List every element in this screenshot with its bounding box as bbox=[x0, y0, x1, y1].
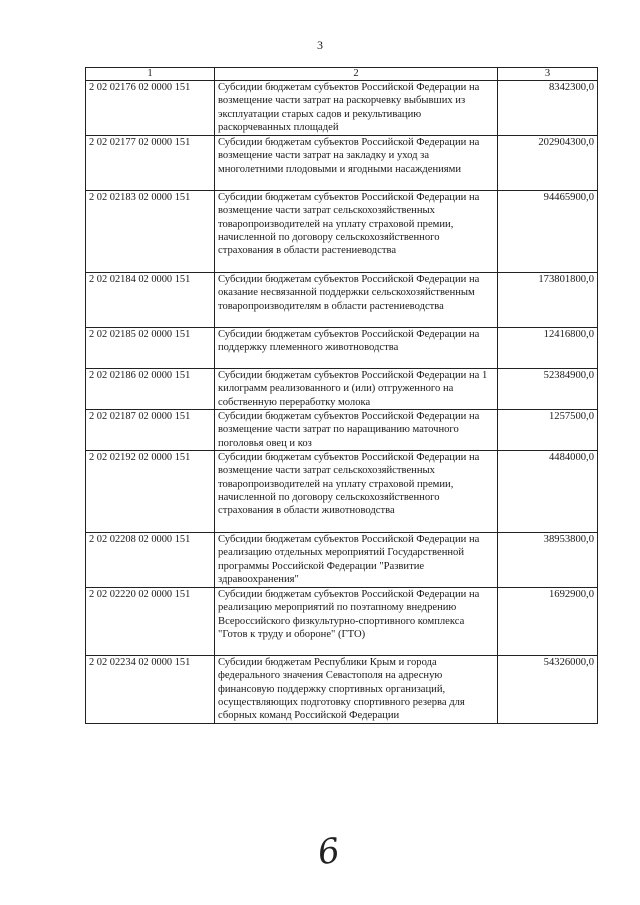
row-description: Субсидии бюджетам субъектов Российской Федерации на реализацию отдельных мероприятий Государственной программы Российской Федерации "Развитие здравоохранения" bbox=[215, 533, 498, 588]
row-amount: 1257500,0 bbox=[498, 410, 598, 451]
row-code: 2 02 02184 02 0000 151 bbox=[86, 273, 215, 328]
row-code: 2 02 02186 02 0000 151 bbox=[86, 369, 215, 410]
row-amount: 52384900,0 bbox=[498, 369, 598, 410]
row-amount: 54326000,0 bbox=[498, 656, 598, 724]
budget-revenue-table bbox=[85, 67, 598, 724]
row-description: Субсидии бюджетам субъектов Российской Федерации на возмещение части затрат сельскохозяйственных товаропроизводителей на уплату страховой премии, начисленной по договору сельскохозяйственного страхования в области животноводства bbox=[215, 451, 498, 533]
row-code: 2 02 02187 02 0000 151 bbox=[86, 410, 215, 451]
row-code: 2 02 02183 02 0000 151 bbox=[86, 191, 215, 273]
row-description: Субсидии бюджетам субъектов Российской Федерации на реализацию мероприятий по поэтапному внедрению Всероссийского физкультурно-спортивного комплекса "Готов к труду и обороне" (ГТО) bbox=[215, 588, 498, 656]
table-row bbox=[86, 656, 598, 724]
table-row bbox=[86, 81, 598, 136]
row-description: Субсидии бюджетам субъектов Российской Федерации на возмещение части затрат на раскорчевку выбывших из эксплуатации старых садов и рекультивацию раскорчеванных площадей bbox=[215, 81, 498, 136]
row-code: 2 02 02220 02 0000 151 bbox=[86, 588, 215, 656]
row-amount: 12416800,0 bbox=[498, 328, 598, 369]
table-header-row bbox=[86, 68, 598, 81]
row-amount: 38953800,0 bbox=[498, 533, 598, 588]
row-description: Субсидии бюджетам субъектов Российской Федерации на возмещение части затрат по наращиванию маточного поголовья овец и коз bbox=[215, 410, 498, 451]
row-description: Субсидии бюджетам субъектов Российской Федерации на возмещение части затрат на закладку и уход за многолетними плодовыми и ягодными насаждениями bbox=[215, 136, 498, 191]
row-description: Субсидии бюджетам субъектов Российской Федерации на оказание несвязанной поддержки сельскохозяйственным товаропроизводителям в области растениеводства bbox=[215, 273, 498, 328]
row-code: 2 02 02192 02 0000 151 bbox=[86, 451, 215, 533]
row-amount: 202904300,0 bbox=[498, 136, 598, 191]
row-code: 2 02 02185 02 0000 151 bbox=[86, 328, 215, 369]
column-header-amount: 3 bbox=[498, 68, 598, 81]
table-row bbox=[86, 410, 598, 451]
table-row bbox=[86, 328, 598, 369]
table-row bbox=[86, 533, 598, 588]
row-code: 2 02 02234 02 0000 151 bbox=[86, 656, 215, 724]
row-code: 2 02 02176 02 0000 151 bbox=[86, 81, 215, 136]
page-number: 3 bbox=[317, 38, 323, 52]
row-amount: 4484000,0 bbox=[498, 451, 598, 533]
table-row bbox=[86, 451, 598, 533]
row-description: Субсидии бюджетам субъектов Российской Федерации на 1 килограмм реализованного и (или) отгруженного на собственную переработку молока bbox=[215, 369, 498, 410]
row-amount: 173801800,0 bbox=[498, 273, 598, 328]
row-code: 2 02 02177 02 0000 151 bbox=[86, 136, 215, 191]
column-header-description: 2 bbox=[215, 68, 498, 81]
row-amount: 1692900,0 bbox=[498, 588, 598, 656]
row-amount: 8342300,0 bbox=[498, 81, 598, 136]
table-row bbox=[86, 369, 598, 410]
column-header-code: 1 bbox=[86, 68, 215, 81]
table-row bbox=[86, 588, 598, 656]
row-code: 2 02 02208 02 0000 151 bbox=[86, 533, 215, 588]
row-description: Субсидии бюджетам субъектов Российской Федерации на возмещение части затрат сельскохозяйственных товаропроизводителей на уплату страховой премии, начисленной по договору сельскохозяйственного страхования в области растениеводства bbox=[215, 191, 498, 273]
row-amount: 94465900,0 bbox=[498, 191, 598, 273]
table-row bbox=[86, 136, 598, 191]
table-row bbox=[86, 191, 598, 273]
handwritten-page-mark: 6 bbox=[315, 830, 343, 874]
row-description: Субсидии бюджетам Республики Крым и города федерального значения Севастополя на адресную финансовую поддержку спортивных организаций, осуществляющих подготовку спортивного резерва для сборных команд Российской Федерации bbox=[215, 656, 498, 724]
table-row bbox=[86, 273, 598, 328]
row-description: Субсидии бюджетам субъектов Российской Федерации на поддержку племенного животноводства bbox=[215, 328, 498, 369]
